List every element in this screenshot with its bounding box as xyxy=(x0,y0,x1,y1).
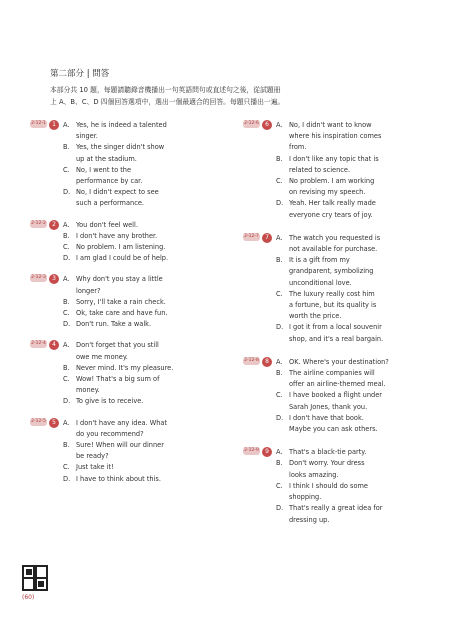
answer-option xyxy=(30,253,215,264)
qr-code-icon[interactable] xyxy=(22,565,48,591)
option-letter: A. xyxy=(63,418,70,427)
option-text-line: do you recommend? xyxy=(76,429,144,438)
audio-track-tag[interactable]: 2-12-9 xyxy=(244,448,259,454)
option-text-line: Never mind. It's my pleasure. xyxy=(76,363,174,372)
option-letter: B. xyxy=(276,256,283,265)
option-letter: B. xyxy=(276,459,283,468)
option-letter: D. xyxy=(276,199,284,208)
option-text-line: Yeah. Her talk really made xyxy=(289,199,376,208)
option-text-line: everyone cry tears of joy. xyxy=(289,210,373,219)
answer-option xyxy=(243,322,428,344)
audio-track-tag[interactable]: 2-12-3 xyxy=(31,275,46,281)
question-number: 2 xyxy=(49,220,59,230)
option-text-line: I don't have that book. xyxy=(289,413,364,422)
option-text-line: a fortune, but its quality is xyxy=(289,301,377,310)
audio-track-tag[interactable]: 2-12-4 xyxy=(31,341,46,347)
answer-option xyxy=(243,255,428,289)
answer-option xyxy=(243,120,428,154)
answer-option xyxy=(243,447,428,458)
option-text-line: related to science. xyxy=(289,165,351,174)
option-letter: A. xyxy=(276,121,283,129)
option-text-line: The watch you requested is xyxy=(289,233,381,242)
option-text-line: That's really a great idea for xyxy=(289,504,383,513)
option-letter: A. xyxy=(276,357,283,366)
answer-option xyxy=(30,396,215,407)
option-letter: C. xyxy=(63,463,70,472)
option-text-line: I have to think about this. xyxy=(76,474,161,483)
option-letter: B. xyxy=(63,363,70,372)
answer-option xyxy=(30,340,215,362)
question-number: 7 xyxy=(262,233,272,243)
option-letter: A. xyxy=(276,448,283,457)
answer-option xyxy=(243,368,428,390)
option-letter: A. xyxy=(63,220,70,229)
answer-option xyxy=(30,308,215,319)
option-letter: C. xyxy=(276,289,283,298)
option-text-line: offer an airline-themed meal. xyxy=(289,380,386,389)
option-text-line: No, I didn't expect to see xyxy=(76,188,159,197)
page-number: (60) xyxy=(22,594,35,601)
question-8 xyxy=(243,357,428,435)
option-text-line: I don't like any topic that is xyxy=(289,154,379,163)
answer-option xyxy=(243,481,428,503)
question-number: 9 xyxy=(262,447,272,457)
audio-track-tag[interactable]: 2-12-6 xyxy=(244,121,259,126)
left-column xyxy=(30,120,215,485)
answer-option xyxy=(30,242,215,253)
option-text-line: Don't run. Take a walk. xyxy=(76,320,152,329)
option-text-line: No problem. I am listening. xyxy=(76,243,166,252)
option-text-line: I don't have any idea. What xyxy=(76,418,168,427)
option-letter: D. xyxy=(63,474,71,483)
option-letter: C. xyxy=(276,177,283,186)
option-letter: B. xyxy=(63,297,70,306)
option-text-line: longer? xyxy=(76,286,101,295)
option-letter: D. xyxy=(63,397,71,406)
option-text-line: Yes, the singer didn't show xyxy=(76,143,165,152)
option-text-line: performance by car. xyxy=(76,177,143,186)
answer-option xyxy=(30,187,215,209)
option-text-line: To give is to receive. xyxy=(76,397,144,406)
option-text-line: shop, and it's a real bargain. xyxy=(289,334,384,343)
option-text-line: It is a gift from my xyxy=(289,256,350,265)
option-text-line: Yes, he is indeed a talented xyxy=(76,121,167,129)
option-text-line: I think I should do some xyxy=(289,481,368,490)
option-text-line: Sure! When will our dinner xyxy=(76,441,164,450)
option-text-line: Don't forget that you still xyxy=(76,341,159,350)
option-letter: B. xyxy=(276,369,283,378)
option-text-line: No problem. I am working xyxy=(289,177,375,186)
option-text-line: The airline companies will xyxy=(289,369,375,378)
option-letter: D. xyxy=(276,323,284,332)
instructions xyxy=(50,85,385,108)
answer-option xyxy=(30,363,215,374)
answer-option xyxy=(30,220,215,231)
option-text-line: No, I went to the xyxy=(76,165,132,174)
option-letter: B. xyxy=(276,154,283,163)
option-letter: A. xyxy=(63,121,70,129)
option-letter: C. xyxy=(63,309,70,318)
option-text-line: such a performance. xyxy=(76,199,144,208)
option-text-line: OK. Where's your destination? xyxy=(289,357,389,366)
option-letter: A. xyxy=(63,341,70,350)
question-9 xyxy=(243,447,428,525)
option-letter: C. xyxy=(63,165,70,174)
section-title: 第二部分 | 問答 xyxy=(50,69,110,79)
option-letter: D. xyxy=(63,320,71,329)
option-letter: A. xyxy=(276,233,283,242)
right-column xyxy=(243,120,428,526)
option-text-line: not available for purchase. xyxy=(289,245,378,254)
answer-option xyxy=(243,289,428,323)
option-text-line: I got it from a local souvenir xyxy=(289,323,382,332)
answer-option xyxy=(30,231,215,242)
option-text-line: on revising my speech. xyxy=(289,188,366,197)
option-text-line: owe me money. xyxy=(76,352,128,361)
option-text-line: That's a black-tie party. xyxy=(289,448,367,457)
option-letter: B. xyxy=(63,143,70,152)
question-2 xyxy=(30,220,215,265)
answer-option xyxy=(30,374,215,396)
option-letter: C. xyxy=(276,391,283,400)
question-number: 1 xyxy=(49,120,59,130)
option-letter: D. xyxy=(63,254,71,263)
option-text-line: Why don't you stay a little xyxy=(76,275,163,284)
option-text-line: where his inspiration comes xyxy=(289,132,382,141)
audio-track-tag[interactable]: 2-12-7 xyxy=(244,233,259,239)
question-6 xyxy=(243,120,428,221)
question-4 xyxy=(30,340,215,407)
answer-option xyxy=(30,165,215,187)
option-text-line: Maybe you can ask others. xyxy=(289,425,378,434)
question-7 xyxy=(243,233,428,345)
answer-option xyxy=(243,154,428,176)
option-text-line: Don't worry. Your dress xyxy=(289,459,365,468)
option-letter: A. xyxy=(63,275,70,284)
question-1 xyxy=(30,120,215,210)
option-text-line: shopping. xyxy=(289,493,322,502)
answer-option xyxy=(243,233,428,255)
option-text-line: Sorry, I'll take a rain check. xyxy=(76,297,166,306)
instructions-line-2: 上 A、B、C、D 四個回答選項中，選出一個最適合的回答。每題只播出一遍。 xyxy=(50,97,285,106)
answer-option xyxy=(30,474,215,485)
audio-track-tag[interactable]: 2-12-2 xyxy=(31,220,46,226)
option-letter: D. xyxy=(63,188,71,197)
answer-option xyxy=(243,176,428,198)
option-letter: D. xyxy=(276,504,284,513)
option-text-line: looks amazing. xyxy=(289,470,339,479)
answer-option xyxy=(243,390,428,412)
answer-option xyxy=(30,319,215,330)
answer-option xyxy=(30,274,215,296)
option-letter: C. xyxy=(276,481,283,490)
question-number: 5 xyxy=(49,418,59,428)
option-letter: B. xyxy=(63,441,70,450)
option-text-line: I am glad I could be of help. xyxy=(76,254,169,263)
question-number: 8 xyxy=(262,357,272,367)
option-text-line: Just take it! xyxy=(76,463,114,472)
answer-option xyxy=(30,297,215,308)
answer-option xyxy=(243,198,428,220)
option-text-line: grandparent, symbolizing xyxy=(289,267,374,276)
option-text-line: Wow! That's a big sum of xyxy=(76,375,160,384)
question-3 xyxy=(30,274,215,330)
question-number: 6 xyxy=(262,120,272,130)
option-text-line: money. xyxy=(76,386,100,395)
option-letter: C. xyxy=(63,375,70,384)
option-letter: B. xyxy=(63,231,70,240)
question-number: 3 xyxy=(49,274,59,284)
audio-track-tag[interactable]: 2-12-1 xyxy=(31,121,46,126)
answer-option xyxy=(30,120,215,142)
option-text-line: unconditional love. xyxy=(289,278,352,287)
audio-track-tag[interactable]: 2-12-5 xyxy=(31,418,46,424)
option-text-line: dressing up. xyxy=(289,515,330,524)
option-text-line: up at the stadium. xyxy=(76,154,137,163)
option-letter: D. xyxy=(276,413,284,422)
option-text-line: singer. xyxy=(76,132,98,141)
answer-option xyxy=(243,413,428,435)
option-text-line: Sarah Jones, thank you. xyxy=(289,402,368,411)
answer-option xyxy=(30,462,215,473)
answer-option xyxy=(30,440,215,462)
question-5 xyxy=(30,418,215,485)
option-letter: C. xyxy=(63,243,70,252)
option-text-line: Ok, take care and have fun. xyxy=(76,309,168,318)
option-text-line: You don't feel well. xyxy=(76,220,138,229)
question-number: 4 xyxy=(49,340,59,350)
option-text-line: The luxury really cost him xyxy=(289,289,375,298)
answer-option xyxy=(243,357,428,368)
answer-option xyxy=(30,142,215,164)
audio-track-tag[interactable]: 2-12-8 xyxy=(244,357,259,363)
answer-option xyxy=(243,503,428,525)
answer-option xyxy=(243,458,428,480)
option-text-line: be ready? xyxy=(76,452,109,461)
option-text-line: No, I didn't want to know xyxy=(289,121,372,129)
option-text-line: from. xyxy=(289,143,307,152)
option-text-line: I have booked a flight under xyxy=(289,391,382,400)
option-text-line: worth the price. xyxy=(289,312,342,321)
instructions-line-1: 本部分共 10 題，每題請聽錄音機播出一句英語問句或直述句之後，從試題冊 xyxy=(50,86,281,94)
answer-option xyxy=(30,418,215,440)
option-text-line: I don't have any brother. xyxy=(76,231,158,240)
